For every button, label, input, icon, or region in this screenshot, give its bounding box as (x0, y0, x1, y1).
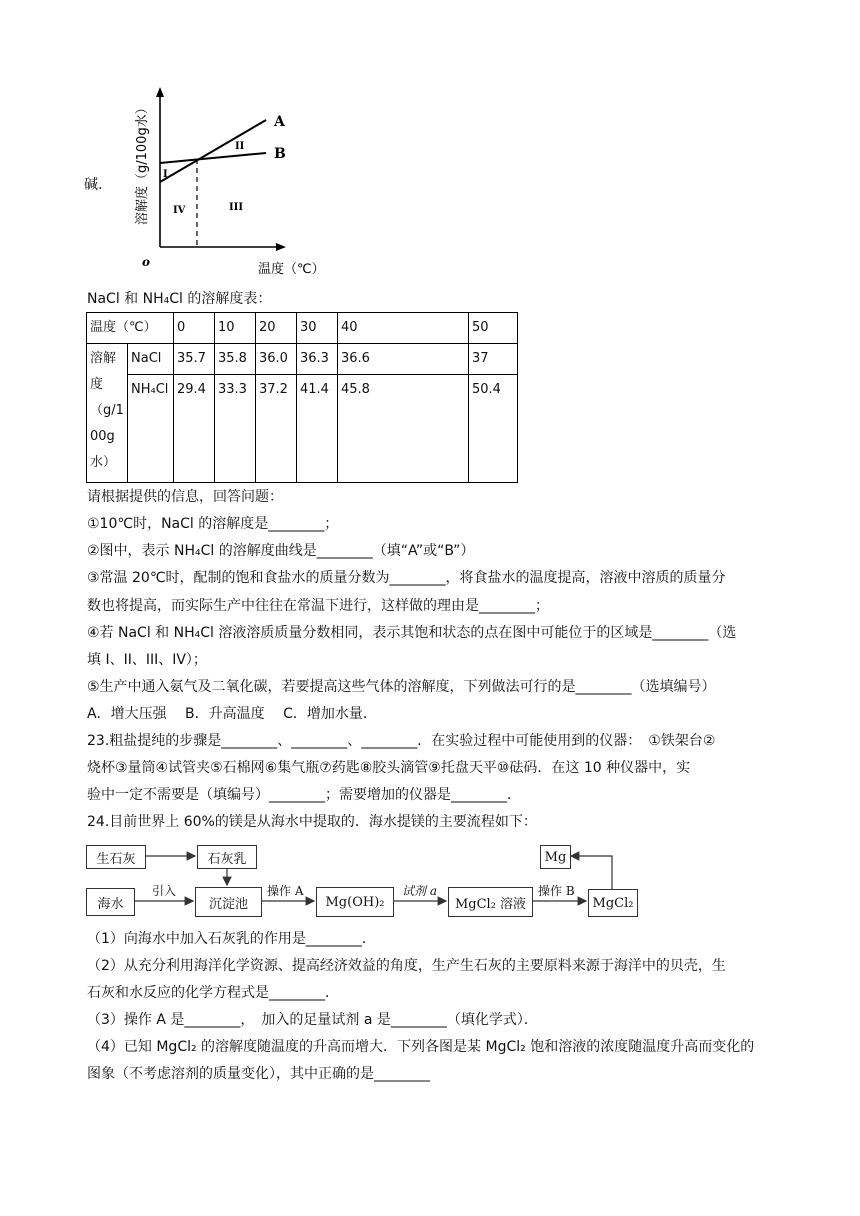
table-temp-cell: 30 (297, 313, 338, 344)
table-row-name: NaCl (128, 344, 174, 375)
table-cell: 35.8 (215, 344, 256, 375)
region-3-label: III (229, 202, 244, 213)
table-row-name: NH₄Cl (128, 375, 174, 483)
curve-b (160, 153, 266, 163)
q24-part4-line2: 图象（不考虑溶剂的质量变化），其中正确的是________ (87, 1066, 430, 1082)
q23-line3: 验中一定不需要是（填编号）________；需要增加的仪器是________． (87, 787, 521, 803)
q24-part2-line2: 石灰和水反应的化学方程式是________． (87, 985, 339, 1001)
table-temp-cell: 20 (256, 313, 297, 344)
table-cell: 37.2 (256, 375, 297, 483)
table-cell: 50.4 (469, 375, 518, 483)
table-cell: 36.6 (338, 344, 469, 375)
table-temp-cell: 10 (215, 313, 256, 344)
table-cell: 45.8 (338, 375, 469, 483)
table-cell: 41.4 (297, 375, 338, 483)
region-4-label: IV (173, 205, 186, 216)
table-temp-cell: 50 (469, 313, 518, 344)
q24-line1: 24.目前世界上 60%的镁是从海水中提取的．海水提镁的主要流程如下： (87, 814, 537, 830)
table-temp-cell: 0 (174, 313, 215, 344)
q22-part5: ⑤生产中通入氨气及二氧化碳，若要提高这些气体的溶解度，下列做法可行的是________（选填编号） (87, 679, 716, 695)
table-temp-cell: 40 (338, 313, 469, 344)
q22-part4-line2: 填 I、II、III、IV）； (87, 652, 207, 668)
table-cell: 33.3 (215, 375, 256, 483)
table-cell: 29.4 (174, 375, 215, 483)
curve-a (160, 120, 266, 182)
flow-box-tank: 沉淀池 (195, 887, 262, 917)
row-group-line: 00g (90, 429, 115, 444)
flow-box-mgcl2-solution: MgCl₂ 溶液 (448, 887, 533, 917)
table-header-label: 温度（℃） (87, 313, 174, 344)
y-axis-arrow (156, 87, 164, 97)
flow-label-introduce: 引入 (152, 884, 177, 898)
q22-intro: 请根据提供的信息，回答问题： (87, 489, 283, 505)
q22-part3-line1: ③常温 20℃时，配制的饱和食盐水的质量分数为________，将食盐水的温度提高，溶液中溶质的质量分 (87, 570, 726, 586)
solubility-graph (128, 85, 338, 280)
curve-b-label: B (274, 146, 286, 162)
y-axis-label: 溶解度（g/100g水） (135, 101, 150, 225)
flow-box-quicklime: 生石灰 (86, 845, 146, 869)
q23-line1: 23.粗盐提纯的步骤是________、________、________．在实验过程中可能使用到的仪器： ①铁架台② (87, 733, 716, 749)
q22-part4-line1: ④若 NaCl 和 NH₄Cl 溶液溶质质量分数相同，表示其饱和状态的点在图中可能位于的区域是________（选 (87, 625, 737, 641)
flow-box-seawater: 海水 (86, 888, 135, 916)
q24-part2-line1: （2）从充分利用海洋化学资源、提高经济效益的角度，生产生石灰的主要原料来源于海洋中的贝壳，生 (87, 958, 726, 974)
flow-box-limemilk: 石灰乳 (197, 845, 257, 869)
solubility-table (86, 312, 518, 483)
q22-part3-line2: 数也将提高，而实际生产中往往在常温下进行，这样做的理由是________； (87, 598, 549, 614)
flow-label-op-a: 操作 A (267, 884, 304, 898)
region-2-label: II (235, 141, 245, 152)
arrow-mgcl2-to-mg (571, 856, 612, 889)
row-group-line: （g/1 (90, 403, 124, 418)
q22-part1: ①10℃时，NaCl 的溶解度是________； (87, 516, 339, 532)
flow-box-mgcl2: MgCl₂ (588, 889, 638, 917)
q24-part1: （1）向海水中加入石灰乳的作用是________． (87, 931, 376, 947)
flow-label-reagent: 试剂 a (402, 884, 437, 898)
region-1-label: I (163, 169, 168, 180)
curve-a-label: A (274, 114, 285, 130)
flow-box-mg: Mg (540, 845, 571, 869)
table-caption: NaCl 和 NH₄Cl 的溶解度表： (87, 291, 272, 307)
q22-part5-options: A．增大压强 B．升高温度 C．增加水量． (87, 706, 377, 722)
q22-part2: ②图中，表示 NH₄Cl 的溶解度曲线是________（填“A”或“B”） (87, 543, 475, 559)
q23-line2: 烧杯③量筒④试管夹⑤石棉网⑥集气瓶⑦药匙⑧胶头滴管⑨托盘天平⑩砝码．在这 10 种仪器中，实 (87, 760, 691, 776)
prefix-text: 碱. (84, 177, 103, 193)
x-axis-arrow (276, 243, 286, 251)
x-axis-label: 温度（℃） (258, 262, 325, 277)
table-cell: 37 (469, 344, 518, 375)
table-row-nacl (87, 344, 518, 375)
origin-label: o (142, 255, 151, 269)
table-row-nh4cl (87, 375, 518, 483)
flow-label-op-b: 操作 B (538, 884, 575, 898)
q24-part3: （3）操作 A 是________， 加入的足量试剂 a 是________（填化学式）． (87, 1012, 538, 1028)
q24-part4-line1: （4）已知 MgCl₂ 的溶解度随温度的升高而增大．下列各图是某 MgCl₂ 饱和溶液的浓度随温度升高而变化的 (87, 1039, 755, 1055)
table-row-group-label (87, 344, 128, 483)
table-cell: 36.3 (297, 344, 338, 375)
row-group-line: 溶解 (90, 351, 117, 366)
table-cell: 36.0 (256, 344, 297, 375)
row-group-line: 水） (90, 455, 117, 470)
table-header-row (87, 313, 518, 344)
row-group-line: 度 (90, 377, 104, 392)
flow-box-mgoh2: Mg(OH)₂ (316, 887, 394, 917)
table-cell: 35.7 (174, 344, 215, 375)
